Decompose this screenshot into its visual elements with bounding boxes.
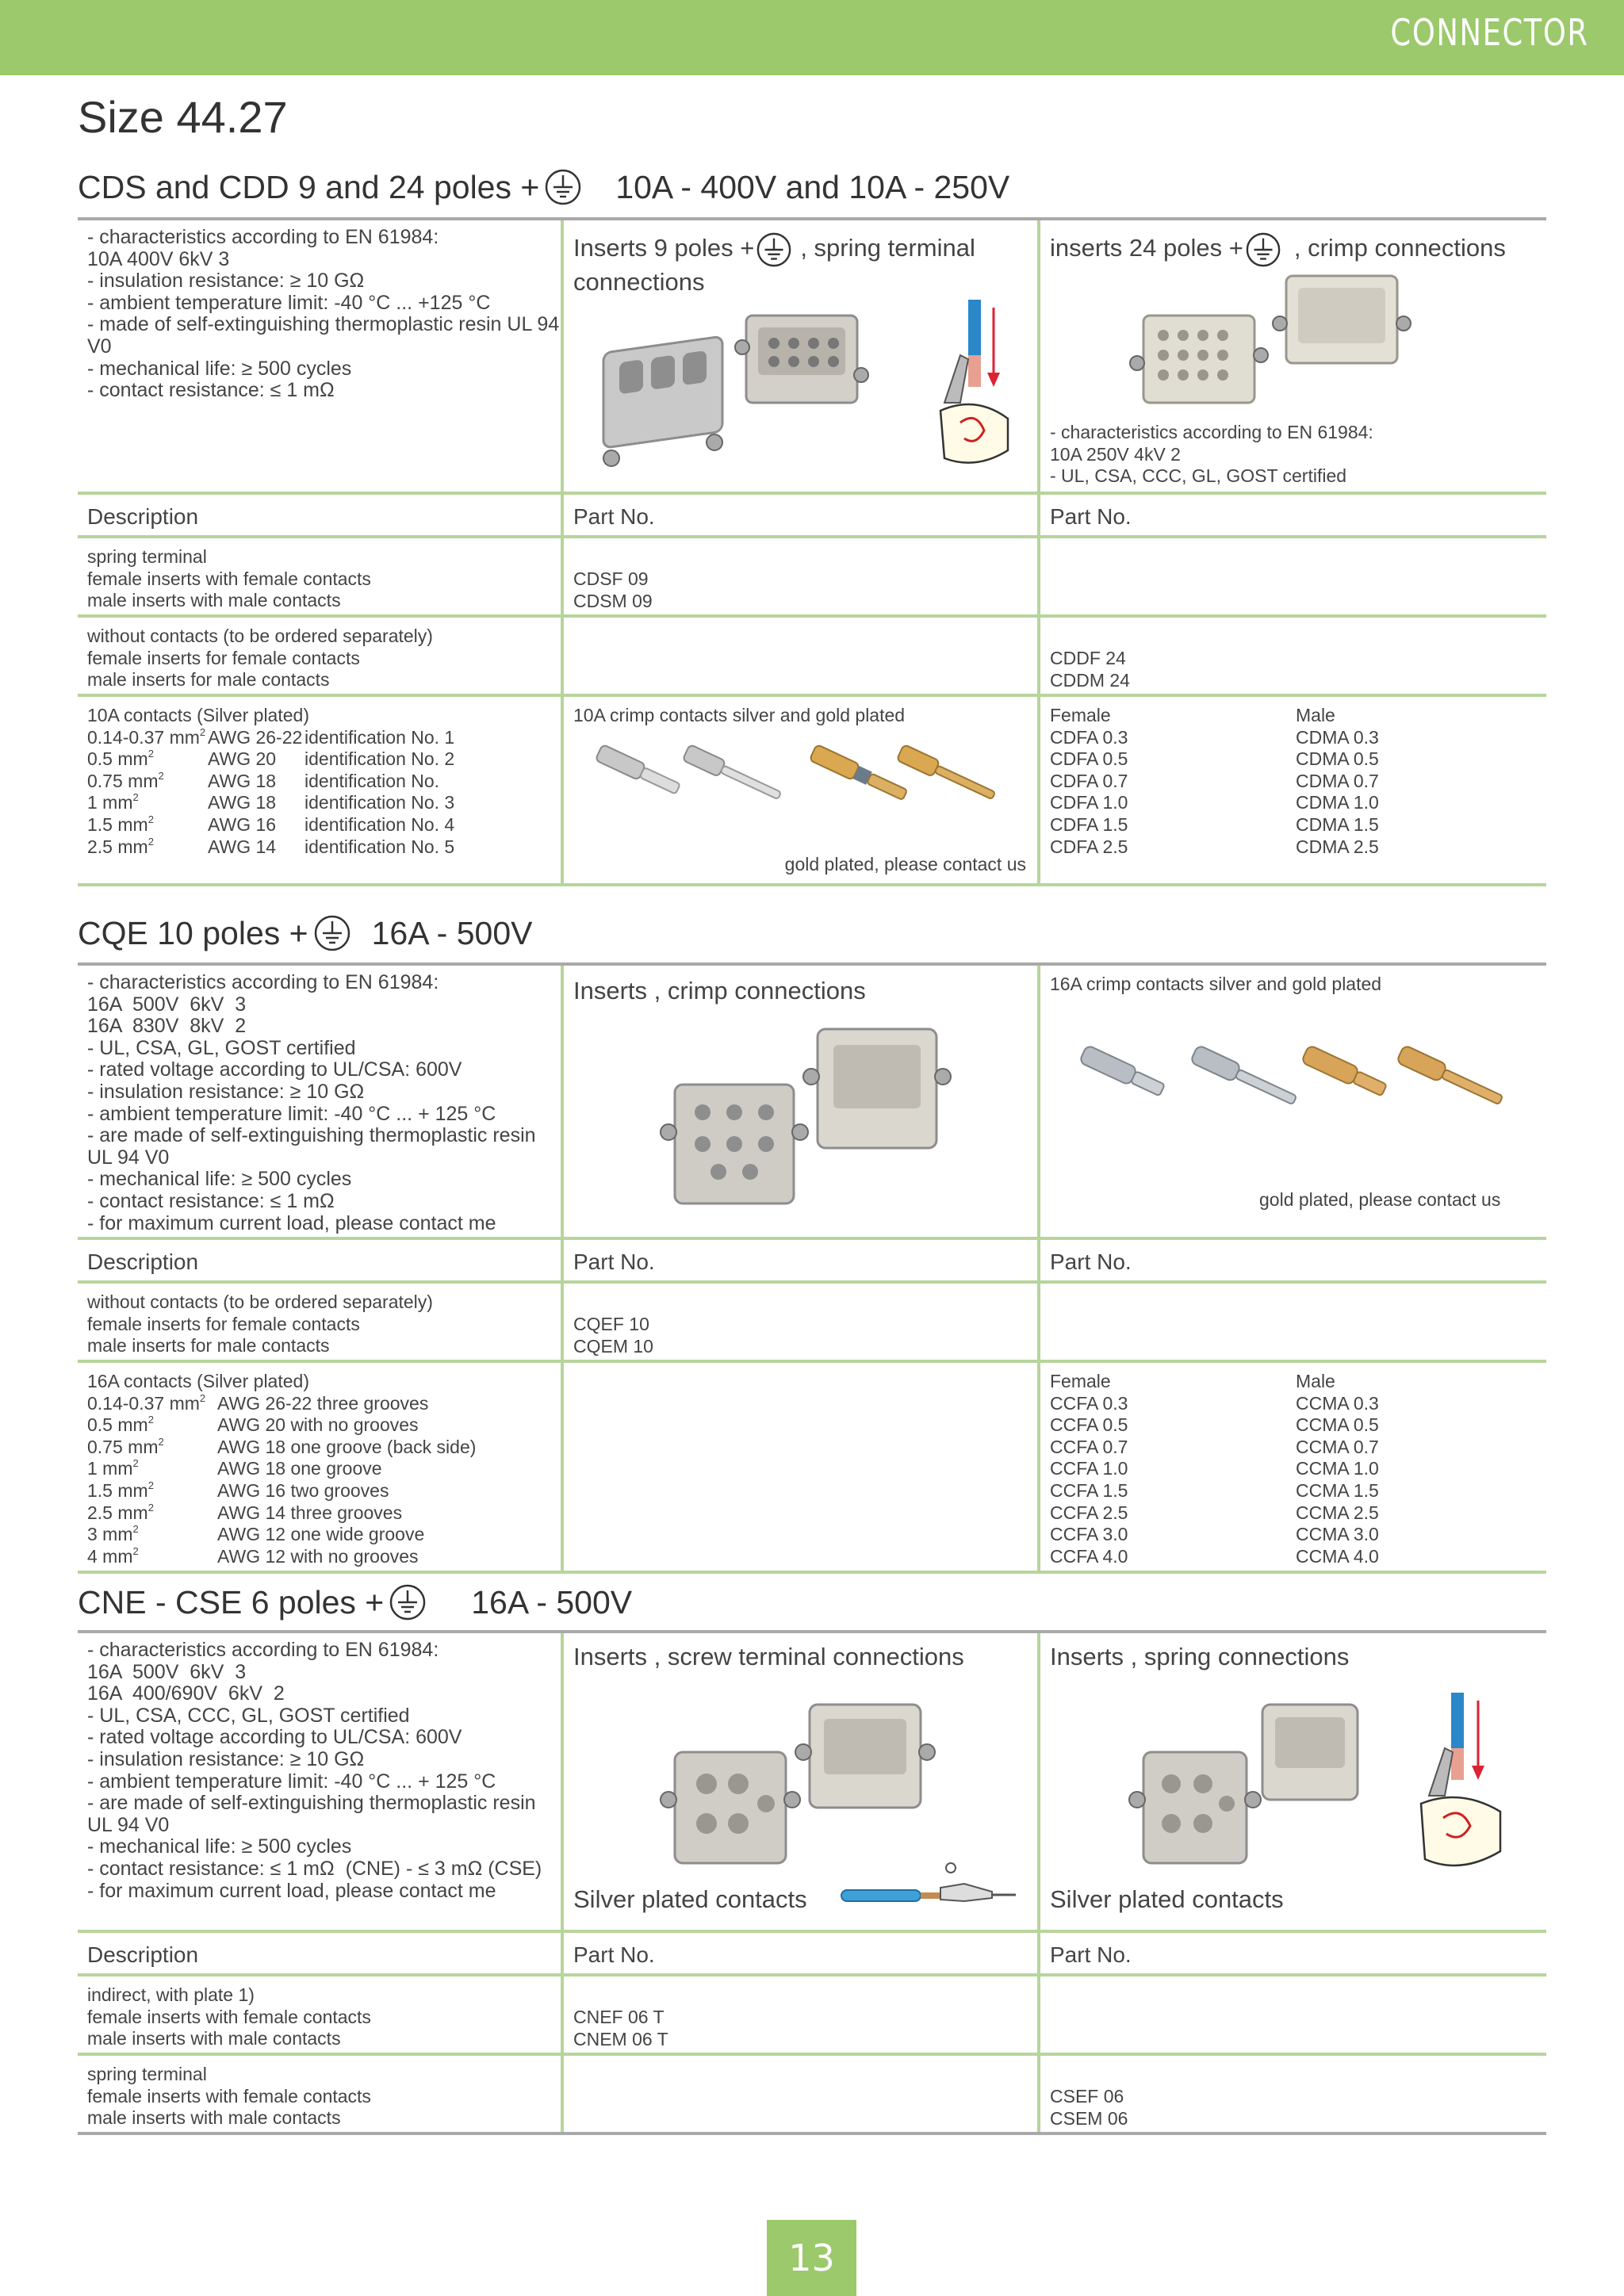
- contact-row: [87, 813, 455, 836]
- characteristic-line: 16A 500V 6kV 3: [87, 1660, 247, 1683]
- characteristic-line: - rated voltage according to UL/CSA: 600V: [87, 1058, 462, 1081]
- characteristic-line: - contact resistance: ≤ 1 mΩ: [87, 1189, 335, 1212]
- contact-row: [87, 1435, 477, 1459]
- female-part-number: CCFA 1.0: [1050, 1458, 1128, 1479]
- male-part-number: CCMA 3.0: [1296, 1524, 1379, 1545]
- characteristic-line: - mechanical life: ≥ 500 cycles: [87, 1168, 352, 1191]
- characteristics-cell: [78, 220, 565, 492]
- wire-size: 2.5 $mm^2$: [87, 835, 154, 857]
- connector-10-poles-image: [659, 1021, 960, 1227]
- characteristic-line: 16A 830V 8kV 2: [87, 1015, 247, 1038]
- awg-value: AWG 12 one wide groove: [217, 1524, 425, 1545]
- female-part-number: CCFA 4.0: [1050, 1545, 1128, 1567]
- table-row: [78, 1976, 1546, 2056]
- row-desc-line: spring terminal: [87, 546, 207, 567]
- identification-no: identification No.: [304, 770, 440, 791]
- connector-screw-terminal-image: [659, 1697, 944, 1879]
- awg-value: AWG 18: [208, 770, 277, 791]
- part-number: CDDM 24: [1050, 669, 1130, 691]
- section-title-cds-cdd: [78, 168, 1009, 206]
- characteristics-list: [78, 966, 561, 1234]
- section-rating: 16A - 500V: [371, 914, 533, 951]
- identification-no: identification No. 1: [304, 726, 455, 748]
- row-desc-line: male inserts for male contacts: [87, 669, 330, 691]
- gold-plated-caption: gold plated, please contact us: [784, 854, 1026, 874]
- male-part-number: CCMA 0.5: [1296, 1414, 1379, 1436]
- col-header-part-no: Part No.: [1050, 1249, 1132, 1274]
- part-number: CSEM 06: [1050, 2107, 1128, 2129]
- male-part-number: CDMA 1.5: [1296, 813, 1379, 835]
- characteristics-list: [78, 1633, 561, 1902]
- row-desc-line: male inserts with male contacts: [87, 2107, 341, 2129]
- image-cell: [1037, 220, 1546, 492]
- part-number: CQEM 10: [573, 1335, 653, 1357]
- contact-row: [87, 748, 455, 771]
- awg-value: AWG 14: [208, 836, 277, 857]
- female-part-number: CCFA 0.3: [1050, 1392, 1128, 1414]
- table-row: [78, 1633, 1546, 1933]
- contact-row: [87, 725, 455, 749]
- insert-heading: Inserts , screw terminal connections: [573, 1643, 964, 1670]
- characteristic-line: - characteristics according to EN 61984:: [87, 971, 439, 993]
- col-header-part-no: Part No.: [573, 504, 655, 529]
- contact-row: [87, 1523, 425, 1546]
- female-part-number: CDFA 0.5: [1050, 748, 1128, 770]
- row-desc-line: female inserts with female contacts: [87, 2085, 371, 2107]
- table-row: [78, 220, 1546, 495]
- row-desc-line: female inserts for female contacts: [87, 1313, 360, 1334]
- contacts-table: [87, 705, 455, 858]
- characteristic-line: - insulation resistance: ≥ 10 GΩ: [87, 1080, 365, 1103]
- contacts-title: 16A contacts (Silver plated): [87, 1371, 309, 1391]
- wire-size: 0.14-0.37 $mm^2$: [87, 1391, 206, 1414]
- characteristic-line: - characteristics according to EN 61984:: [87, 1639, 439, 1661]
- male-part-number: CCMA 1.0: [1296, 1458, 1379, 1479]
- col-header-description: Description: [87, 1942, 199, 1967]
- wire-size: 1.5 $mm^2$: [87, 813, 154, 835]
- awg-value: AWG 14 three grooves: [217, 1502, 403, 1523]
- table-header-row: [78, 495, 1546, 538]
- characteristic-line: - for maximum current load, please contact me: [87, 1879, 496, 1902]
- section-title-part: CQE 10 poles +: [78, 914, 308, 951]
- contacts-rows: [87, 1391, 477, 1568]
- male-part-number: CDMA 2.5: [1296, 836, 1379, 857]
- insert-heading: Inserts , crimp connections: [573, 977, 866, 1004]
- table-header-row: [78, 1240, 1546, 1284]
- male-part-number: CCMA 0.3: [1296, 1392, 1379, 1414]
- male-part-list: [1296, 1371, 1379, 1567]
- part-number: CDSF 09: [573, 568, 649, 589]
- characteristic-line: - mechanical life: ≥ 500 cycles: [87, 357, 352, 380]
- female-part-number: CDFA 1.5: [1050, 813, 1128, 835]
- female-part-number: CDFA 0.7: [1050, 770, 1128, 791]
- male-part-number: CDMA 0.5: [1296, 748, 1379, 770]
- awg-value: AWG 18 one groove: [217, 1458, 382, 1479]
- row-desc-line: female inserts with female contacts: [87, 568, 371, 589]
- table-row: [78, 697, 1546, 886]
- contact-row: [87, 1501, 403, 1525]
- characteristic-line: 10A 400V 6kV 3: [87, 247, 230, 270]
- insert-heading: Inserts , spring connections: [1050, 1643, 1350, 1670]
- part-number: CNEM 06 T: [573, 2028, 668, 2049]
- row-desc-line: without contacts (to be ordered separately): [87, 626, 433, 646]
- row-desc-line: male inserts for male contacts: [87, 1335, 330, 1357]
- characteristic-line: - made of self-extinguishing thermoplastic resin UL 94 V0: [87, 313, 565, 358]
- male-label: Male: [1296, 705, 1335, 725]
- section-title-cne-cse: [78, 1583, 632, 1621]
- col-header-description: Description: [87, 1249, 199, 1274]
- gold-plated-caption: gold plated, please contact us: [1259, 1189, 1501, 1210]
- contact-row: [87, 835, 455, 859]
- table-row: [78, 2056, 1546, 2135]
- characteristic-line: - for maximum current load, please contact me: [87, 1211, 496, 1234]
- insert-heading: inserts 24 poles + , crimp connections: [1040, 220, 1546, 268]
- table-row: [78, 966, 1546, 1240]
- female-part-number: CCFA 2.5: [1050, 1502, 1128, 1523]
- silver-plated-label: Silver plated contacts: [573, 1885, 807, 1913]
- crimp-contacts-image: [588, 737, 1032, 840]
- female-part-number: CDFA 0.3: [1050, 726, 1128, 748]
- section-rating: 10A - 400V and 10A - 250V: [615, 168, 1010, 205]
- page-title: Size 44.27: [78, 92, 288, 142]
- contact-row: [87, 1391, 429, 1415]
- col-header-part-no: Part No.: [573, 1942, 655, 1967]
- characteristic-line: 16A 400/690V 6kV 2: [87, 1682, 285, 1705]
- awg-value: AWG 18: [208, 792, 277, 813]
- male-part-number: CDMA 0.7: [1296, 770, 1379, 791]
- earth-ground-icon: [313, 914, 351, 952]
- characteristic-line: - contact resistance: ≤ 1 mΩ: [87, 379, 335, 402]
- section-rating: 16A - 500V: [471, 1583, 633, 1621]
- female-part-list: [1050, 1371, 1128, 1567]
- silver-contact-image: [833, 1860, 1024, 1915]
- wire-size: 2.5 $mm^2$: [87, 1501, 154, 1523]
- characteristics-list: [78, 220, 565, 402]
- identification-no: identification No. 4: [304, 813, 455, 835]
- male-part-number: CCMA 2.5: [1296, 1502, 1379, 1523]
- awg-value: AWG 16: [208, 813, 277, 835]
- earth-ground-icon: [756, 232, 792, 268]
- connector-24-poles-image: [1128, 268, 1445, 427]
- row-desc-line: indirect, with plate 1): [87, 1984, 255, 2005]
- female-part-number: CDFA 1.0: [1050, 792, 1128, 813]
- contact-row: [87, 791, 455, 814]
- male-label: Male: [1296, 1371, 1335, 1391]
- characteristic-line: 16A 500V 6kV 3: [87, 993, 247, 1016]
- identification-no: identification No. 5: [304, 836, 455, 857]
- crimp-contacts-title: 10A crimp contacts silver and gold plated: [573, 705, 906, 725]
- identification-no: identification No. 3: [304, 792, 455, 813]
- part-number: CDSM 09: [573, 590, 653, 611]
- contact-row: [87, 1457, 382, 1480]
- awg-value: AWG 18 one groove (back side): [217, 1436, 477, 1457]
- male-part-number: CDMA 0.3: [1296, 726, 1379, 748]
- page-number: 13: [767, 2220, 856, 2296]
- connector-9-poles-image: [588, 300, 1032, 490]
- section-title-cqe: [78, 914, 532, 952]
- table-header-row: [78, 1933, 1546, 1976]
- male-part-number: CCMA 1.5: [1296, 1479, 1379, 1501]
- characteristic-line: - UL, CSA, GL, GOST certified: [87, 1036, 356, 1059]
- contacts-title: 10A contacts (Silver plated): [87, 705, 309, 725]
- earth-ground-icon: [389, 1583, 427, 1621]
- col-header-part-no: Part No.: [1050, 1942, 1132, 1967]
- male-part-list: [1296, 705, 1379, 858]
- wire-size: 0.14-0.37 $mm^2$: [87, 725, 206, 748]
- female-part-number: CCFA 0.7: [1050, 1436, 1128, 1457]
- awg-value: AWG 20: [208, 748, 277, 770]
- table-row: [78, 618, 1546, 697]
- awg-value: AWG 12 with no grooves: [217, 1545, 419, 1567]
- table-row: [78, 538, 1546, 618]
- part-number: CNEF 06 T: [573, 2007, 665, 2027]
- characteristic-line: - mechanical life: ≥ 500 cycles: [87, 1835, 352, 1858]
- header-bar: [0, 0, 1624, 75]
- table-row: [78, 1363, 1546, 1574]
- wire-size: 1 $mm^2$: [87, 791, 139, 813]
- col-header-part-no: Part No.: [573, 1249, 655, 1274]
- row-desc-line: without contacts (to be ordered separately): [87, 1292, 433, 1312]
- female-part-number: CCFA 0.5: [1050, 1414, 1128, 1436]
- awg-value: AWG 26-22 three grooves: [217, 1392, 429, 1414]
- characteristic-line: - contact resistance: ≤ 1 mΩ (CNE) - ≤ 3 mΩ (CSE): [87, 1857, 542, 1880]
- female-part-number: CCFA 3.0: [1050, 1524, 1128, 1545]
- characteristic-line: - are made of self-extinguishing thermoplastic resin UL 94 V0: [87, 1792, 542, 1836]
- contacts-table: [87, 1371, 477, 1567]
- identification-no: identification No. 2: [304, 748, 455, 770]
- wire-size: 0.5 $mm^2$: [87, 1414, 154, 1436]
- characteristic-line: - characteristics according to EN 61984:: [87, 226, 439, 248]
- col-header-description: Description: [87, 504, 199, 529]
- wire-size: 0.75 $mm^2$: [87, 1435, 164, 1457]
- silver-plated-label: Silver plated contacts: [1050, 1885, 1284, 1913]
- male-part-number: CDMA 1.0: [1296, 792, 1379, 813]
- wire-size: 0.75 $mm^2$: [87, 769, 164, 791]
- characteristic-line: - insulation resistance: ≥ 10 GΩ: [87, 270, 365, 293]
- female-label: Female: [1050, 705, 1111, 725]
- part-number: CQEF 10: [573, 1314, 649, 1334]
- cert-notes: - characteristics according to EN 61984: 10A 250V 4kV 2 - UL, CSA, CCC, GL, GOST certified: [1050, 422, 1373, 487]
- characteristic-line: - ambient temperature limit: -40 °C ... +125 °C: [87, 291, 491, 314]
- table-row: [78, 1284, 1546, 1363]
- row-desc-line: female inserts with female contacts: [87, 2006, 371, 2027]
- awg-value: AWG 16 two grooves: [217, 1479, 389, 1501]
- brand-label: CONNECTOR: [1390, 11, 1589, 54]
- female-part-list: [1050, 705, 1128, 858]
- insert-heading: Inserts 9 poles + , spring terminal connections: [564, 220, 1037, 297]
- contact-row: [87, 769, 440, 793]
- spring-terminal-diagram-icon: [1413, 1693, 1516, 1883]
- wire-size: 1.5 $mm^2$: [87, 1479, 154, 1501]
- characteristic-line: - UL, CSA, CCC, GL, GOST certified: [87, 1704, 410, 1727]
- row-desc-line: spring terminal: [87, 2064, 207, 2084]
- section-title-part: CNE - CSE 6 poles +: [78, 1583, 385, 1621]
- section-title-part: CDS and CDD 9 and 24 poles +: [78, 168, 540, 205]
- awg-value: AWG 26-22: [208, 726, 303, 748]
- image-cell: [561, 220, 1037, 492]
- crimp-contacts-16a-image: [1072, 1037, 1532, 1132]
- crimp-contacts-title: 16A crimp contacts silver and gold plated: [1050, 974, 1382, 994]
- awg-value: AWG 20 with no grooves: [217, 1414, 419, 1436]
- connector-spring-image: [1128, 1697, 1365, 1879]
- row-desc-line: female inserts for female contacts: [87, 647, 360, 668]
- characteristic-line: - ambient temperature limit: -40 °C ... + 125 °C: [87, 1102, 496, 1125]
- wire-size: 0.5 $mm^2$: [87, 748, 154, 770]
- earth-ground-icon: [1245, 232, 1281, 268]
- wire-size: 1 $mm^2$: [87, 1457, 139, 1479]
- characteristic-line: - insulation resistance: ≥ 10 GΩ: [87, 1747, 365, 1770]
- col-header-part-no: Part No.: [1050, 504, 1132, 529]
- female-part-number: CDFA 2.5: [1050, 836, 1128, 857]
- wire-size: 4 $mm^2$: [87, 1544, 139, 1567]
- contact-row: [87, 1544, 419, 1568]
- row-desc-line: male inserts with male contacts: [87, 2028, 341, 2049]
- characteristic-line: - rated voltage according to UL/CSA: 600V: [87, 1726, 462, 1749]
- female-label: Female: [1050, 1371, 1111, 1391]
- earth-ground-icon: [544, 168, 582, 206]
- characteristic-line: - ambient temperature limit: -40 °C ... + 125 °C: [87, 1770, 496, 1793]
- contact-row: [87, 1414, 419, 1437]
- female-part-number: CCFA 1.5: [1050, 1479, 1128, 1501]
- male-part-number: CCMA 0.7: [1296, 1436, 1379, 1457]
- part-number: CSEF 06: [1050, 2086, 1124, 2107]
- contact-row: [87, 1479, 389, 1502]
- contacts-rows: [87, 725, 455, 859]
- row-desc-line: male inserts with male contacts: [87, 590, 341, 611]
- characteristic-line: - are made of self-extinguishing thermoplastic resin UL 94 V0: [87, 1124, 542, 1169]
- male-part-number: CCMA 4.0: [1296, 1545, 1379, 1567]
- wire-size: 3 $mm^2$: [87, 1523, 139, 1545]
- part-number: CDDF 24: [1050, 648, 1126, 668]
